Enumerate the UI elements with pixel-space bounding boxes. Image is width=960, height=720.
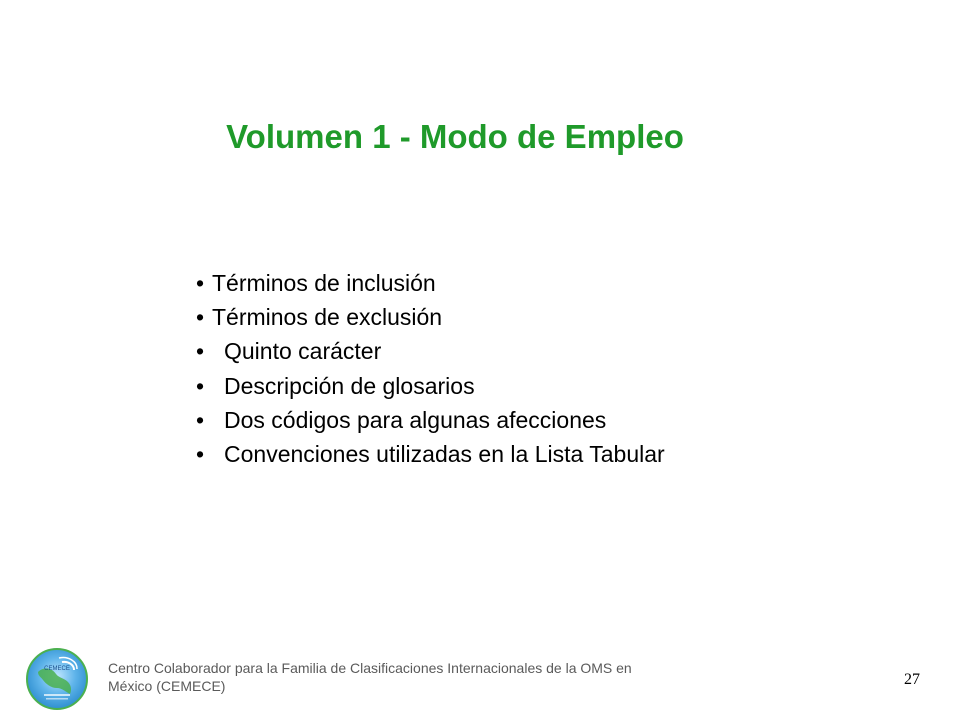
bullet-item [196, 266, 665, 300]
bullet-item [196, 437, 665, 471]
bullet-text: Términos de exclusión [212, 304, 443, 331]
slide-title: Volumen 1 - Modo de Empleo [226, 118, 684, 155]
bullet-marker: • [196, 270, 205, 296]
bullet-marker: • [196, 406, 205, 433]
bullet-marker: • [196, 338, 205, 365]
footer-organization-text: Centro Colaborador para la Familia de Clasificaciones Internacionales de la OMS en México (CEMECE) [108, 660, 632, 694]
bullet-text: Términos de inclusión [212, 270, 436, 296]
bullet-text: Descripción de glosarios [224, 372, 475, 399]
bullet-item [196, 334, 665, 368]
page-number: 27 [904, 671, 920, 688]
bullet-item [196, 369, 665, 403]
bullet-marker: • [196, 440, 205, 467]
bullet-list [196, 266, 665, 471]
cemece-logo [26, 648, 88, 710]
bullet-text: Dos códigos para algunas afecciones [224, 406, 607, 433]
bullet-marker: • [196, 372, 205, 399]
bullet-marker: • [196, 304, 205, 331]
bullet-text: Quinto carácter [224, 338, 382, 365]
bullet-item [196, 300, 665, 334]
bullet-item [196, 403, 665, 437]
svg-text:CEMECE: CEMECE [44, 666, 70, 672]
bullet-text: Convenciones utilizadas en la Lista Tabular [224, 440, 665, 467]
